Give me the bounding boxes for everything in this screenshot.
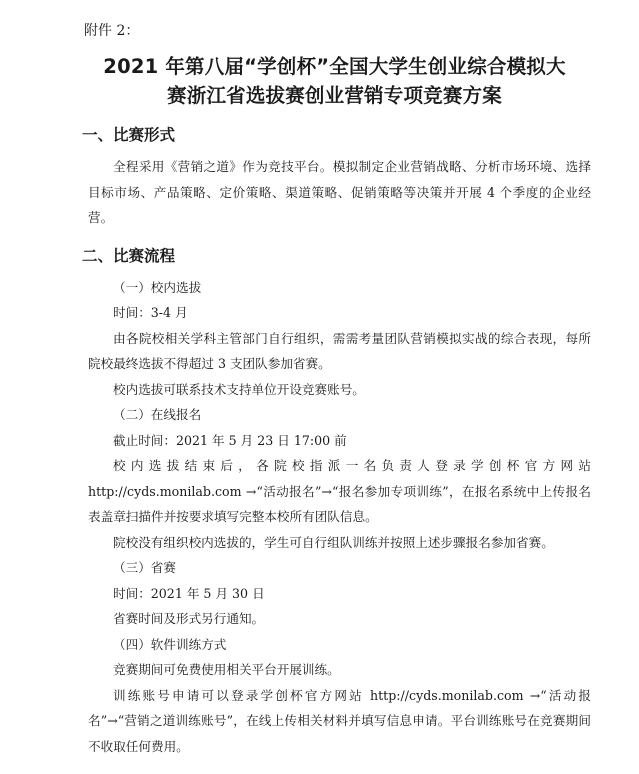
stage-4-paragraph-2: 训练账号申请可以登录学创杯官方网站 http://cyds.monilab.com →“活动报名”→“营销之道训练账号”，在线上传相关材料并填写信息申请。平台训练账号在竞赛期间不收取任何费用。 [88,687,591,754]
stage-1-paragraph-1: 由各院校相关学科主管部门自行组织，需需考量团队营销模拟实战的综合表现，每所院校最终选拔不得超过 3 支团队参加省赛。 [88,330,591,371]
format-paragraph: 全程采用《营销之道》作为竞技平台。模拟制定企业营销战略、分析市场环境、选择目标市场、产品策略、定价策略、渠道策略、促销策略等决策并开展 4 个季度的企业经营。 [88,159,591,225]
attachment-label: 附件 2： [84,23,140,39]
document-title [66,52,603,110]
stage-1-label: （一）校内选拔 [113,279,202,295]
stage-2-paragraph-2: 院校没有组织校内选拔的，学生可自行组队训练并按照上述步骤报名参加省赛。 [113,534,554,550]
stage-2-time: 截止时间：2021 年 5 月 23 日 17:00 前 [113,432,347,448]
process-content [88,275,591,760]
section-heading-format: 一、比赛形式 [82,126,176,144]
stage-3-time: 时间：2021 年 5 月 30 日 [113,585,265,601]
stage-1-time: 时间：3-4 月 [113,305,188,320]
title-line-2: 赛浙江省选拔赛创业营销专项竞赛方案 [167,84,502,107]
stage-4-label: （四）软件训练方式 [113,636,227,652]
stage-4-paragraph-1: 竞赛期间可免费使用相关平台开展训练。 [113,662,340,677]
section-heading-process: 二、比赛流程 [82,246,176,265]
title-line-1: 2021 年第八届“学创杯”全国大学生创业综合模拟大 [103,55,566,78]
stage-2-label: （二）在线报名 [113,407,202,422]
stage-3-paragraph-1: 省赛时间及形式另行通知。 [113,611,265,626]
stage-1-paragraph-2: 校内选拔可联系技术支持单位开设竞赛账号。 [113,381,365,397]
stage-2-paragraph-1: 校内选拔结束后，各院校指派一名负责人登录学创杯官方网站 http://cyds.monilab.com →“活动报名”→“报名参加专项训练”，在报名系统中上传报名表盖章扫描件并按要求填写完整本校所有团队信息。 [88,458,591,524]
stage-3-label: （三）省赛 [113,560,176,575]
